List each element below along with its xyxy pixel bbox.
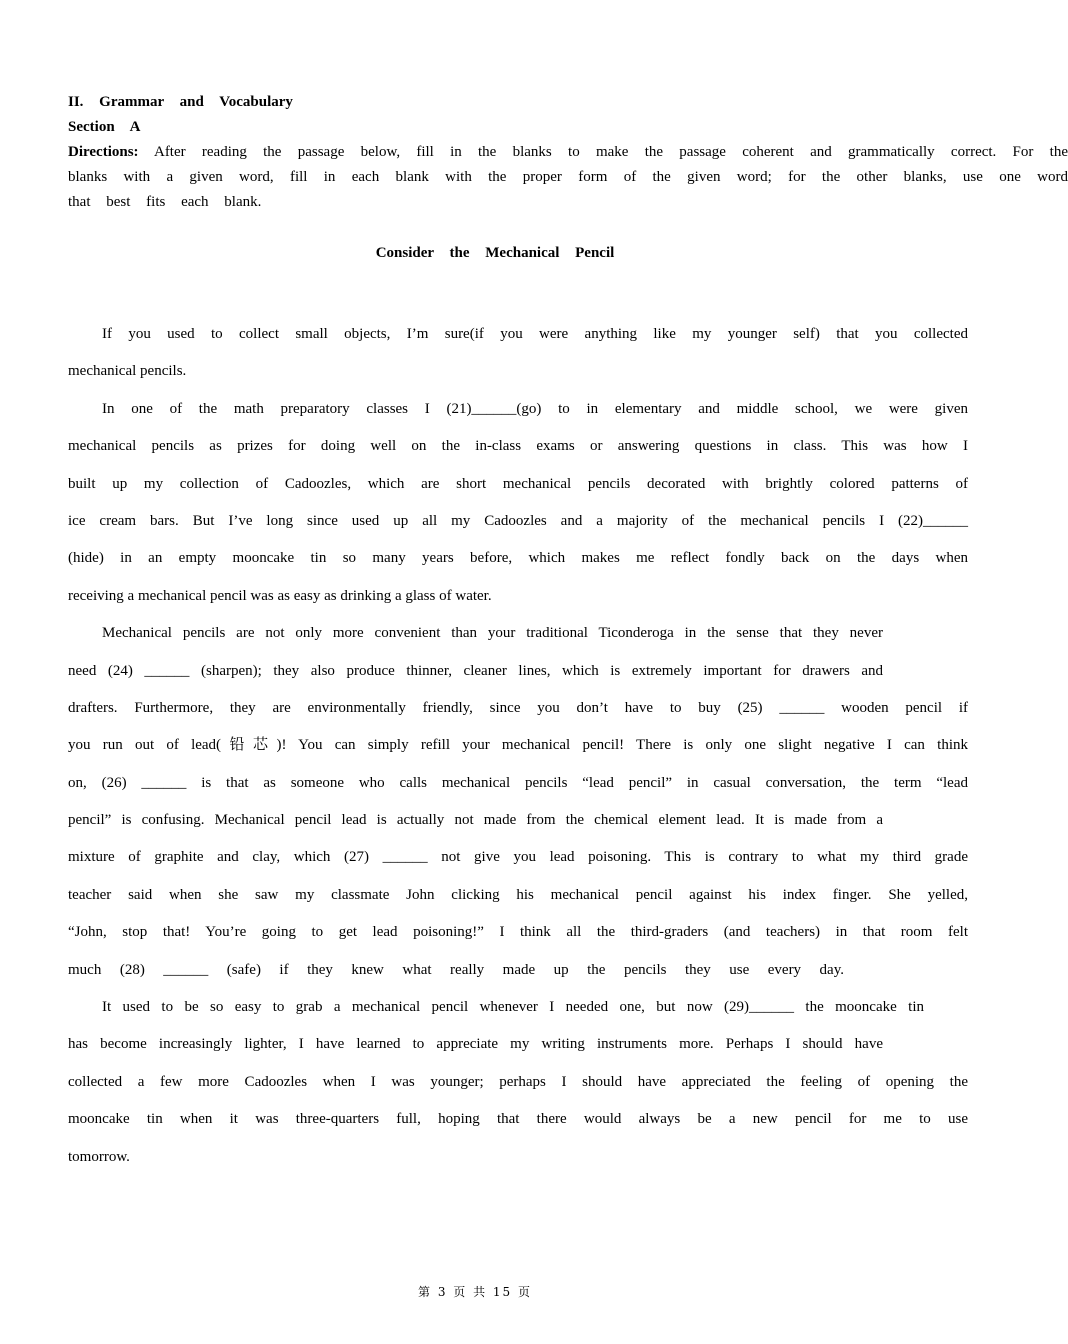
passage-line: teacher said when she saw my classmate John clicking his mechanical pencil against his index finger. She yelled, [68,886,968,903]
section-header [68,90,1068,215]
passage-line: mechanical pencils. [68,363,187,380]
passage-line: (hide) in an empty mooncake tin so many years before, which makes me reflect fondly back on the days when [68,550,968,567]
passage-line: on, (26) ______ is that as someone who calls mechanical pencils “lead pencil” in casual conversation, the term “lead [68,774,968,791]
section-label: Section A [68,119,141,135]
directions-label: Directions: [68,144,139,160]
passage-title: Consider the Mechanical Pencil [375,245,615,261]
passage-line: much (28) ______ (safe) if they knew what really made up the pencils they use every day. [68,961,844,978]
passage-line: In one of the math preparatory classes I (21)______(go) to in elementary and middle school, we were given [102,400,968,417]
passage-line: tomorrow. [68,1148,130,1165]
directions-text: After reading the passage below, fill in the blanks to make the passage coherent and grammatically correct. For the blanks with a given word, fill in each blank with the proper form of the given word; for the other blanks, use one word that best fits each blank. [68,144,1068,210]
passage-line: need (24) ______ (sharpen); they also produce thinner, cleaner lines, which is extremely important for drawers and [68,662,883,679]
passage-line: ice cream bars. But I’ve long since used up all my Cadoozles and a majority of the mechanical pencils I (22)______ [68,512,968,529]
passage-line: has become increasingly lighter, I have learned to appreciate my writing instruments more. Perhaps I should have [68,1036,883,1053]
passage-line: built up my collection of Cadoozles, which are short mechanical pencils decorated with brightly colored patterns of [68,475,968,492]
passage-line: you run out of lead(铅芯)! You can simply refill your mechanical pencil! There is only one slight negative I can think [68,737,968,754]
passage-line: mechanical pencils as prizes for doing well on the in-class exams or answering questions in class. This was how I [68,438,968,455]
passage-line: If you used to collect small objects, I’m sure(if you were anything like my younger self) that you collected [102,326,968,342]
passage-line: drafters. Furthermore, they are environmentally friendly, since you don’t have to buy (25) ______ wooden pencil if [68,699,968,716]
passage-line: receiving a mechanical pencil was as easy as drinking a glass of water. [68,587,492,604]
directions [68,140,1068,215]
section-heading: II. Grammar and Vocabulary [68,94,293,110]
passage-line: collected a few more Cadoozles when I was younger; perhaps I should have appreciated the feeling of opening the [68,1073,968,1090]
passage-line: mixture of graphite and clay, which (27) ______ not give you lead poisoning. This is contrary to what my third grade [68,849,968,866]
passage-line: pencil” is confusing. Mechanical pencil lead is actually not made from the chemical element lead. It is made from a [68,812,883,829]
page-footer: 第 3 页 共 15 页 [418,1285,532,1299]
passage-body [68,316,968,1176]
passage-line: “John, stop that! You’re going to get lead poisoning!” I think all the third-graders (and teachers) in that room felt [68,924,968,941]
passage-line: It used to be so easy to grab a mechanical pencil whenever I needed one, but now (29)______ the mooncake tin [102,999,924,1016]
passage-line: mooncake tin when it was three-quarters full, hoping that there would always be a new pencil for me to use [68,1111,968,1128]
passage-line: Mechanical pencils are not only more convenient than your traditional Ticonderoga in the sense that they never [102,625,883,642]
